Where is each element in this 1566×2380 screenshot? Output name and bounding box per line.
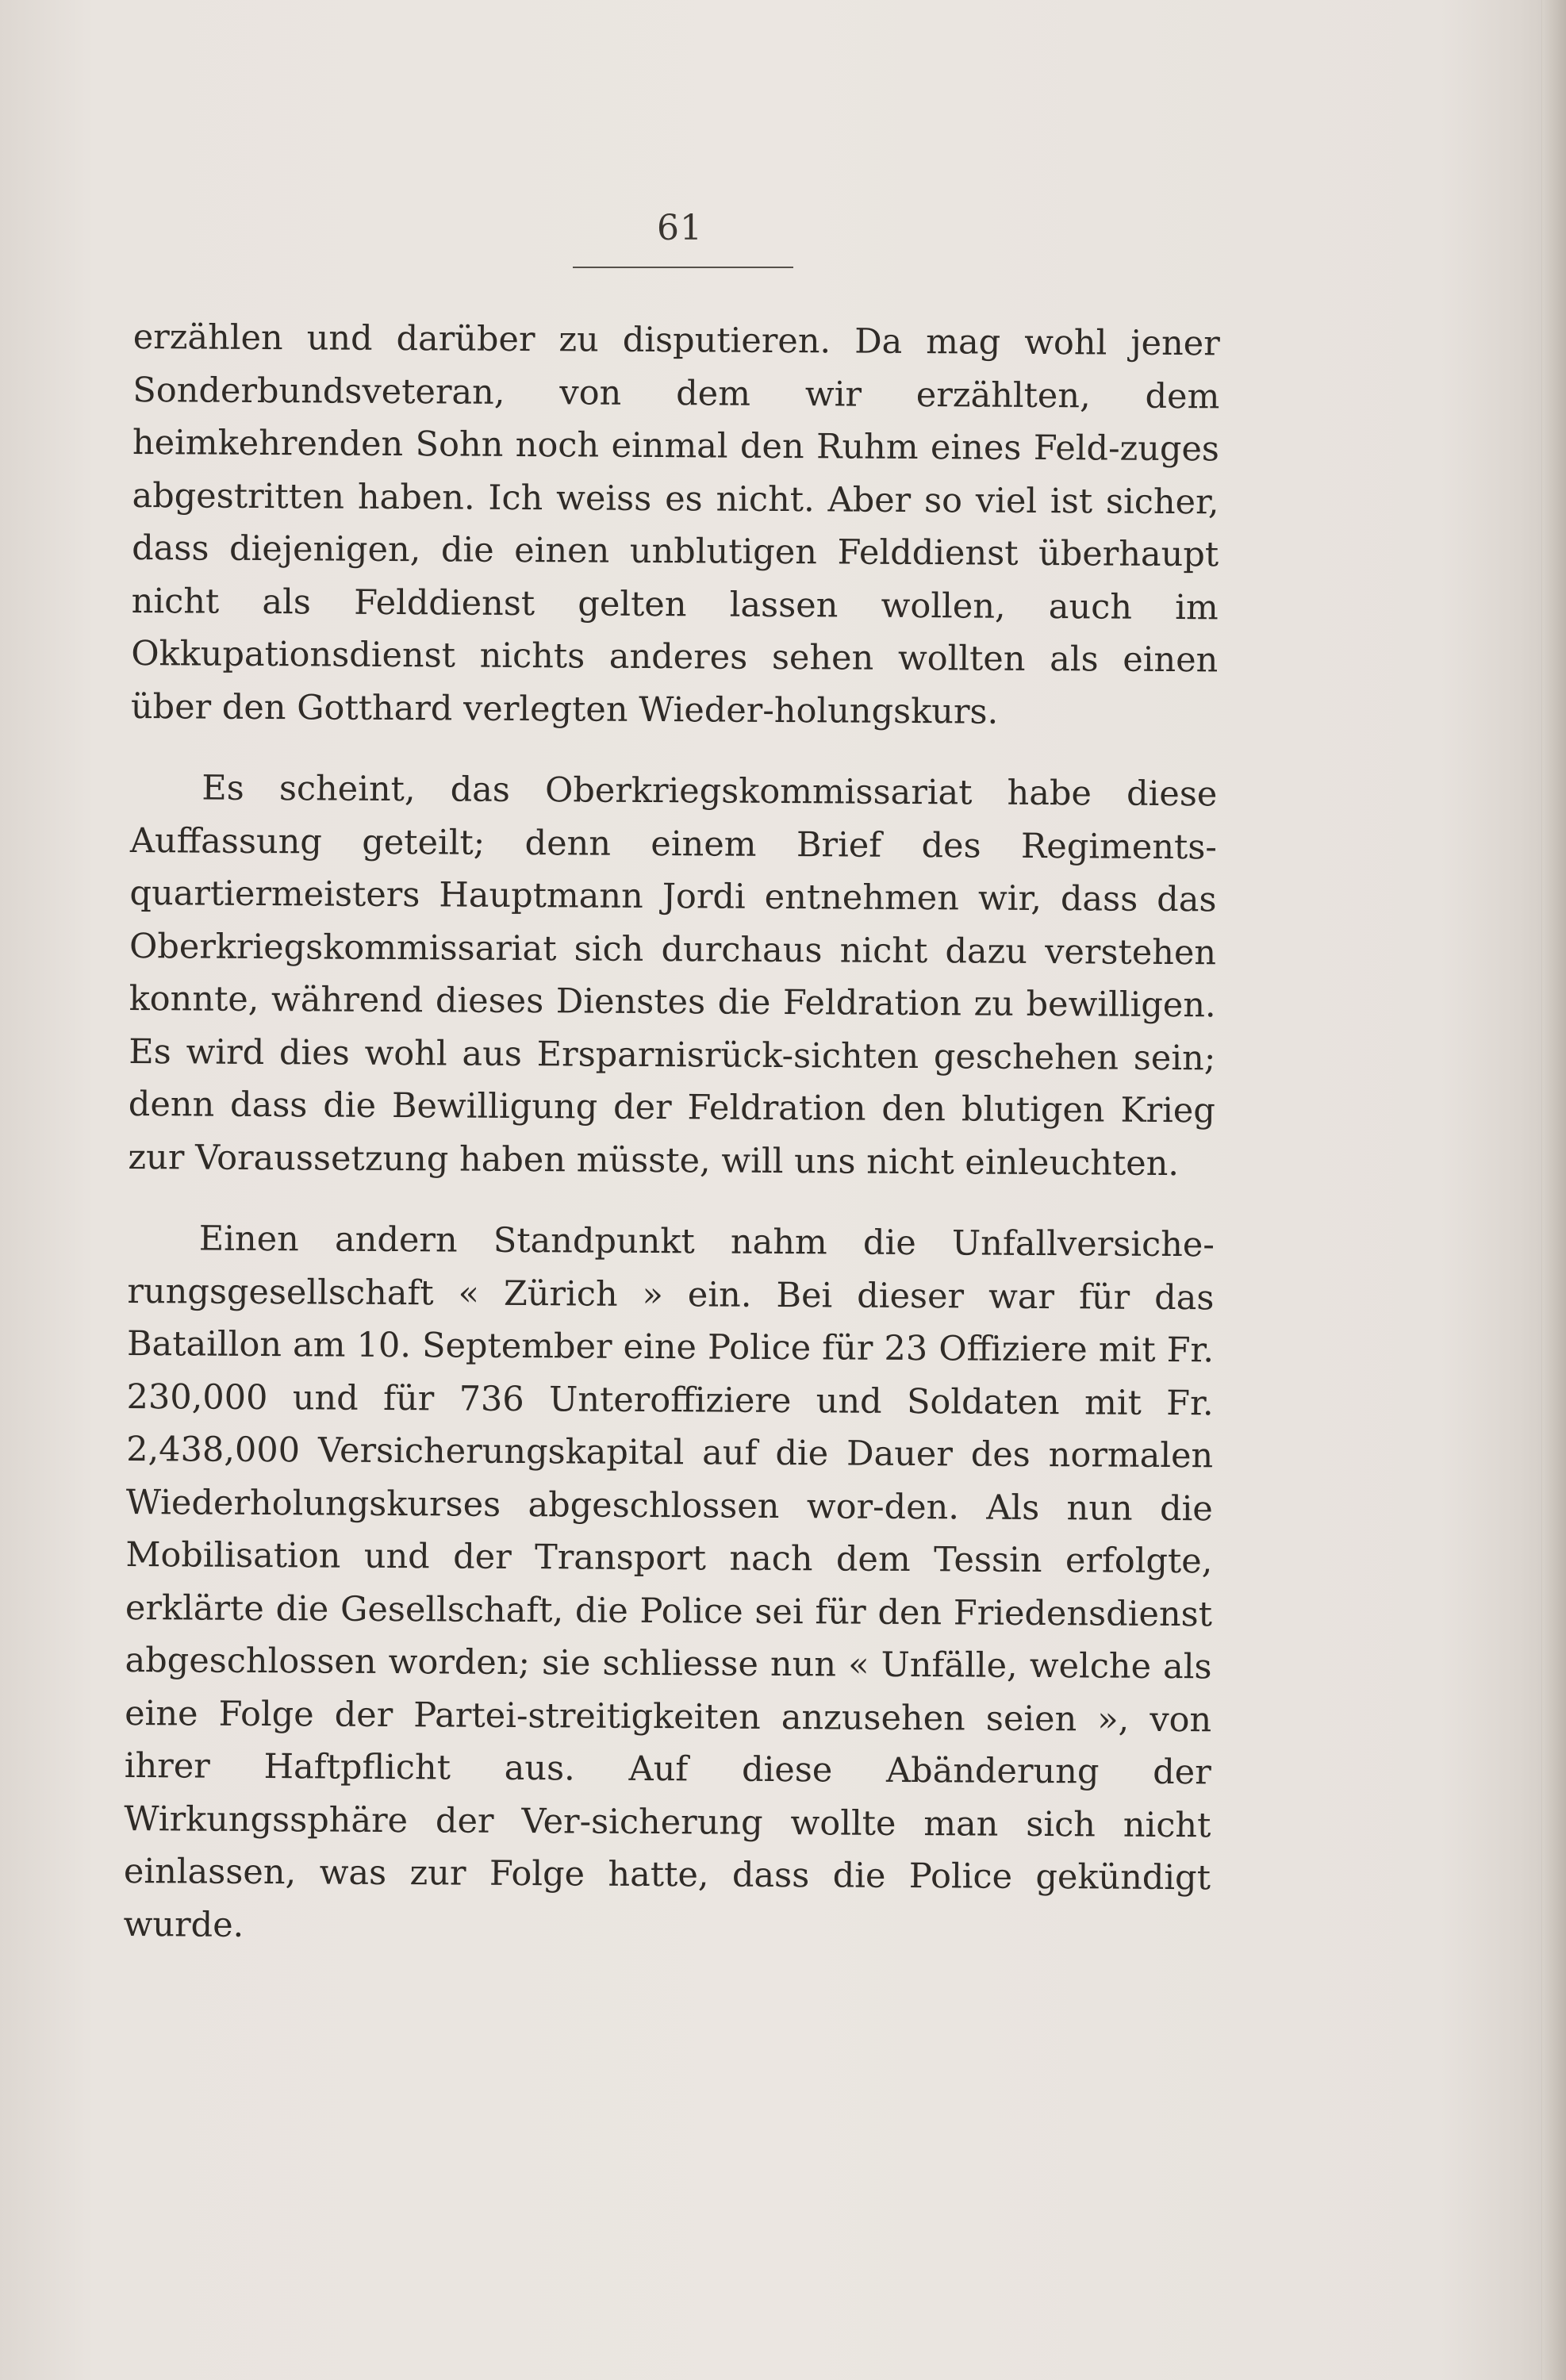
paragraph-2: Es scheint, das Oberkriegskommissariat habe diese Auffassung geteilt; denn einem Brief des Regiments-quartiermeisters Hauptmann Jordi entnehmen wir, dass das Oberkriegskommissariat sich durchaus nicht dazu verstehen konnte, während dieses Dienstes die Feldration zu bewilligen. Es wird dies wohl aus Ersparnisrück-sichten geschehen sein; denn dass die Bewilligung der Feldration den blutigen Krieg zur Voraussetzung haben müsste, will uns nicht einleuchten. <box>128 768 1218 1184</box>
paragraph-1: erzählen und darüber zu disputieren. Da mag wohl jener Sonderbundsveteran, von dem wir erzählten, dem heimkehrenden Sohn noch einmal den Ruhm eines Feld-zuges abgestritten haben. Ich weiss es nicht. Aber so viel ist sicher, dass diejenigen, die einen unblutigen Felddienst überhaupt nicht als Felddienst gelten lassen wollen, auch im Okkupationsdienst nichts anderes sehen wollten als einen über den Gotthard verlegten Wieder-holungskurs. <box>130 317 1220 732</box>
header-rule <box>573 267 793 268</box>
paragraph-3: Einen andern Standpunkt nahm die Unfallversiche-rungsgesellschaft « Zürich » ein. Bei dieser war für das Bataillon am 10. September eine Police für 23 Offiziere mit Fr. 230,000 und für 736 Unteroffiziere und Soldaten mit Fr. 2,438,000 Versicherungskapital auf die Dauer des normalen Wiederholungskurses abgeschlossen wor-den. Als nun die Mobilisation und der Transport nach dem Tessin erfolgte, erklärte die Gesellschaft, die Police sei für den Friedensdienst abgeschlossen worden; sie schliesse nun « Unfälle, welche als eine Folge der Partei-streitigkeiten anzusehen seien », von ihrer Haftpflicht aus. Auf diese Abänderung der Wirkungssphäre der Ver-sicherung wollte man sich nicht einlassen, was zur Folge hatte, dass die Police gekündigt wurde. <box>123 1219 1215 1945</box>
page-edge <box>1541 0 1566 2380</box>
body-text <box>123 311 1220 1957</box>
page-number: 61 <box>657 208 703 248</box>
